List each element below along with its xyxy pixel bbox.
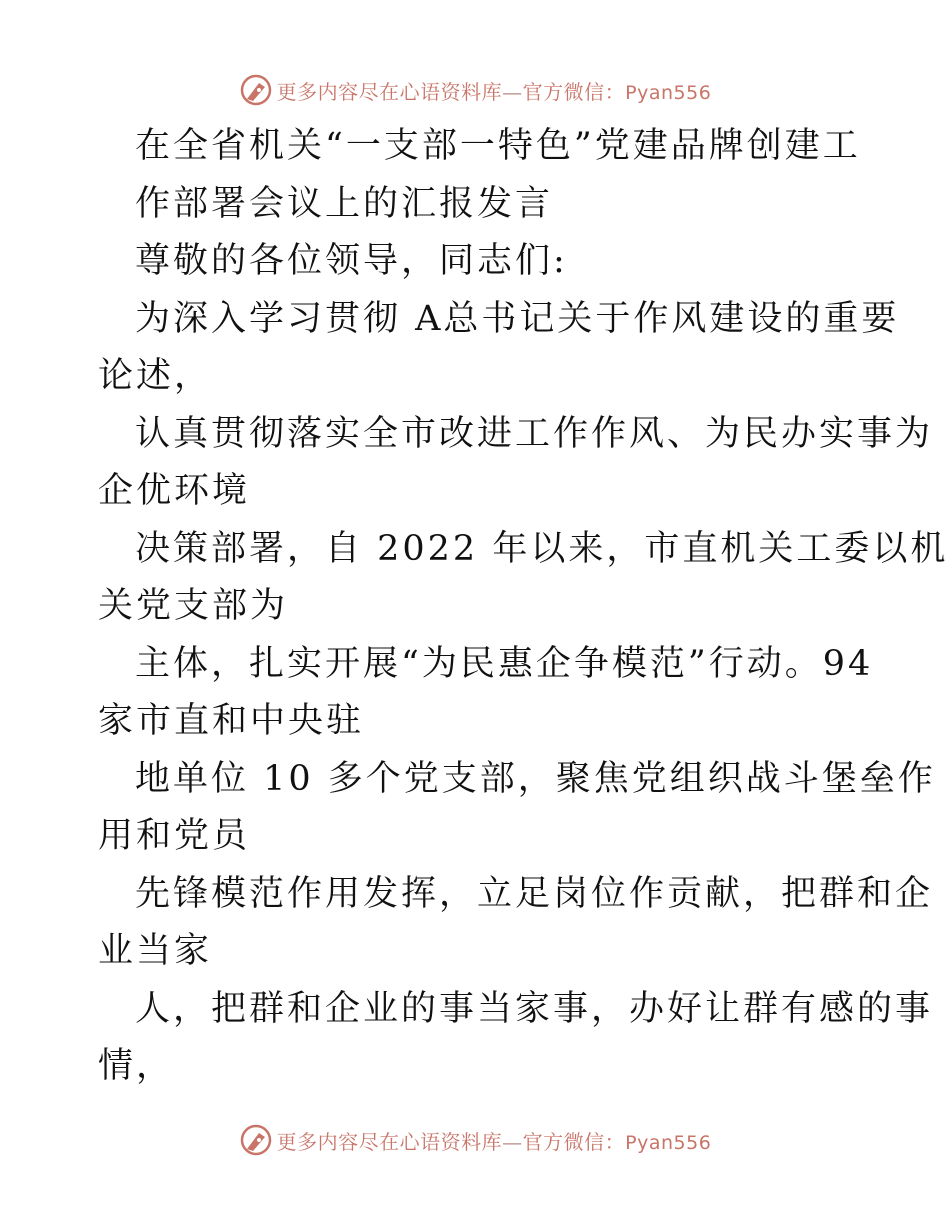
header-watermark (0, 70, 950, 110)
text-line: 主体，扎实开展“为民惠企争模范”行动。94 (135, 643, 874, 684)
document-body (98, 118, 949, 1096)
text-line: 作部署会议上的汇报发言 (135, 183, 554, 224)
text-line: 认真贯彻落实全市改进工作作风、为民办实事为 (135, 413, 934, 454)
watermark-text: 更多内容尽在心语资料库—官方微信：Pyan556 (276, 1129, 712, 1154)
text-line: 尊敬的各位领导，同志们: (135, 241, 568, 281)
text-line: 先锋模范作用发挥，立足岗位作贡献，把群和企 (135, 873, 934, 914)
text-line: 业当家 (98, 931, 213, 971)
text-line: 用和党员 (98, 816, 251, 856)
text-line: 决策部署，自 2022 年以来，市直机关工委以机 (135, 528, 949, 569)
pen-nib-logo-icon (239, 73, 273, 107)
text-line: 论述， (98, 356, 213, 396)
text-line: 地单位 10 多个党支部，聚焦党组织战斗堡垒作 (135, 758, 936, 799)
text-line: 家市直和中央驻 (98, 701, 365, 741)
text-line: 为深入学习贯彻 A总书记关于作风建设的重要 (135, 298, 900, 339)
text-line: 关党支部为 (98, 586, 289, 626)
text-line: 人，把群和企业的事当家事，办好让群有感的事 (135, 988, 934, 1029)
watermark-text: 更多内容尽在心语资料库—官方微信：Pyan556 (276, 79, 712, 104)
text-line: 情， (98, 1046, 175, 1086)
footer-watermark (0, 1120, 950, 1160)
pen-nib-logo-icon (239, 1123, 273, 1157)
text-line: 企优环境 (98, 471, 251, 511)
text-line: 在全省机关“一支部一特色”党建品牌创建工 (135, 126, 861, 166)
